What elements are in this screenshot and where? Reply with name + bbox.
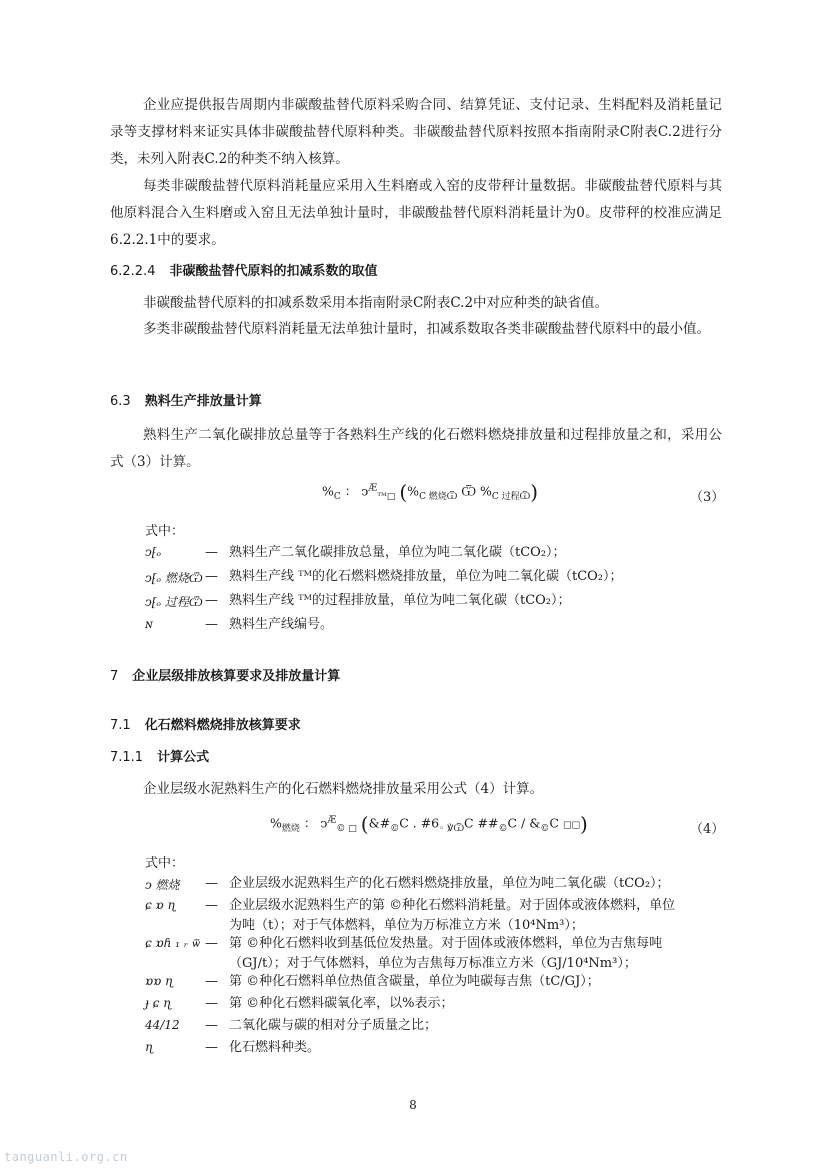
open-paren: ( [360,812,369,836]
heading-7-1-1 [110,746,209,765]
formula-subscript: © □ [336,824,357,834]
formula-symbol: Ⅽ / & [507,815,541,831]
formula-subscript: 燃烧 [281,824,300,834]
variable-symbol: ɒɒ ɳ [145,974,174,988]
variable-text: 企业层级水泥熟料生产的化石燃料燃烧排放量，单位为吨二氧化碳（tCO₂）； [229,876,670,891]
open-paren: ( [399,480,408,504]
dash: — [205,593,218,608]
formula-operator: ： [344,483,358,499]
variable-description [205,994,725,1014]
formula-fraction: □□ [562,820,580,831]
heading-number: 6.3 [110,394,131,409]
paragraph-clinker-total: 熟料生产二氧化碳排放总量等于各熟料生产线的化石燃料燃烧排放量和过程排放量之和，采用公式（3）计算。 [110,427,722,470]
variable-symbol: ɴ [145,617,153,631]
variable-description [205,615,725,635]
heading-7 [110,665,340,684]
formula-subscript: © [498,824,508,834]
heading-number: 7 [110,669,119,684]
formula-subscript: © [540,824,550,834]
variable-description [205,874,725,894]
variable-text: 企业层级水泥熟料生产的第 ©种化石燃料消耗量。对于固体或液体燃料，单位 [229,898,676,913]
dash: — [205,996,218,1011]
dash: — [205,974,218,989]
sum-symbol: ↄ [361,483,369,499]
heading-6-2-2-4 [110,260,378,279]
variable-text: 二氧化碳与碳的相对分子质量之比； [229,1018,438,1033]
variable-symbol: ɕ ɒɦ ₁ ᵣ ѿ [145,936,200,950]
close-paren: ) [530,480,538,504]
formula-symbol: % [407,483,420,499]
dash: — [205,545,218,560]
paragraph-deduction-default: 非碳酸盐替代原料的扣减系数采用本指南附录C附表C.2中对应种类的缺省值。 [143,295,609,311]
formula-subscript: Ⅽ 过程Ѿ [491,492,531,502]
formula-subscript: Ⅽ [333,492,341,502]
variable-symbol: ɳ [145,1040,154,1054]
variable-description [205,567,725,587]
dash: — [205,617,218,632]
variable-text: 熟料生产线编号。 [229,617,334,632]
heading-7-1 [110,714,301,733]
variable-symbol: ↄ⁅ₒ 过程Ѿ [145,595,203,609]
variable-text: 第 ©种化石燃料收到基低位发热量。对于固体或液体燃料，单位为吉焦每吨 [229,936,663,951]
variable-text: 熟料生产线 ᵀᴹ的化石燃料燃烧排放量，单位为吨二氧化碳（tCO₂）； [229,569,623,584]
sum-symbol: ↄ [320,815,328,831]
formula-superscript: Æ [368,483,378,494]
dash: — [205,876,218,891]
paragraph-enterprise-fuel: 企业层级水泥熟料生产的化石燃料燃烧排放量采用公式（4）计算。 [143,781,544,797]
formula-subscript: ᵀᴹ□ [377,492,396,502]
formula-subscript: ◦ ℣Ѿ [439,824,465,834]
variable-symbol: 44/12 [145,1018,180,1032]
page-number: 8 [409,1098,417,1112]
heading-text: 计算公式 [157,750,210,765]
variable-symbol: ↄ 燃烧 [145,878,180,892]
heading-text: 化石燃料燃烧排放核算要求 [144,718,301,733]
watermark: tanguanli.org.cn [4,1150,128,1164]
heading-number: 6.2.2.4 [110,264,156,279]
heading-text: 非碳酸盐替代原料的扣减系数的取值 [169,264,378,279]
dash: — [205,936,218,951]
variable-description [205,934,725,974]
variable-text: 熟料生产线 ᵀᴹ的过程排放量，单位为吨二氧化碳（tCO₂）； [229,593,571,608]
formula-symbol: Ѿ % [461,483,492,499]
variable-description [205,972,725,992]
paragraph-consumption: 每类非碳酸盐替代原料消耗量应采用入生料磨或入窑的皮带秤计量数据。非碳酸盐替代原料与其他原料混合入生料磨或入窑且无法单独计量时，非碳酸盐替代原料消耗量计为0。皮带秤的校准应满足6.2.2.1中的要求。 [110,178,722,248]
variable-text-continued: （GJ/t）；对于气体燃料，单位为吉焦每万标准立方米（GJ/10⁴Nm³）； [229,956,637,971]
formula-symbol: Ⅽ . #6 [399,815,440,831]
formula-operator: ： [303,815,317,831]
formula-4-number: （4） [690,822,725,837]
heading-text: 熟料生产排放量计算 [144,394,262,409]
heading-number: 7.1.1 [110,750,144,765]
where-label: 式中： [145,524,185,539]
variable-symbol: ɟ ɕ ɳ [145,996,172,1010]
paragraph-evidence: 企业应提供报告周期内非碳酸盐替代原料采购合同、结算凭证、支付记录、生料配料及消耗量记录等支撑材料来证实具体非碳酸盐替代原料种类。非碳酸盐替代原料按照本指南附录C附表C.2进行分类，未列入附表C.2的种类不纳入核算。 [110,97,722,167]
formula-symbol: % [270,815,282,831]
dash: — [205,569,218,584]
variable-text-continued: 为吨（t）；对于气体燃料，单位为万标准立方米（10⁴Nm³）； [229,918,584,933]
formula-subscript: Ⅽ 燃烧Ѿ [419,492,458,502]
formula-symbol: Ⅽ [549,815,559,831]
variable-text: 第 ©种化石燃料碳氧化率，以%表示； [229,996,454,1011]
variable-symbol: ɕ ɒ ɳ [145,898,176,912]
dash: — [205,898,218,913]
variable-symbol: ↄ⁅ₒ [145,545,162,559]
formula-3 [300,480,560,504]
formula-superscript: Æ [327,815,337,826]
formula-symbol: Ⅽ ## [464,815,499,831]
variable-description [205,543,725,563]
variable-text: 熟料生产二氧化碳排放总量，单位为吨二氧化碳（tCO₂）； [229,545,566,560]
heading-number: 7.1 [110,718,131,733]
formula-subscript: © [390,824,400,834]
dash: — [205,1040,218,1055]
paragraph-deduction-minimum: 多类非碳酸盐替代原料消耗量无法单独计量时，扣减系数取各类非碳酸盐替代原料中的最小值。 [143,321,710,337]
variable-description [205,1038,725,1058]
formula-4 [270,812,588,836]
variable-symbol: ↄ⁅ₒ 燃烧Ѿ [145,571,203,585]
heading-6-3 [110,390,262,409]
variable-description [205,896,725,936]
formula-3-number: （3） [690,490,725,505]
variable-text: 第 ©种化石燃料单位热值含碳量，单位为吨碳每吉焦（tC/GJ）； [229,974,600,989]
variable-description [205,1016,725,1036]
dash: — [205,1018,218,1033]
variable-description [205,591,725,611]
variable-text: 化石燃料种类。 [229,1040,321,1055]
formula-symbol: % [321,483,334,499]
close-paren: ) [579,812,588,836]
heading-text: 企业层级排放核算要求及排放量计算 [132,669,341,684]
formula-symbol: &# [368,815,391,831]
where-label: 式中： [145,856,185,871]
